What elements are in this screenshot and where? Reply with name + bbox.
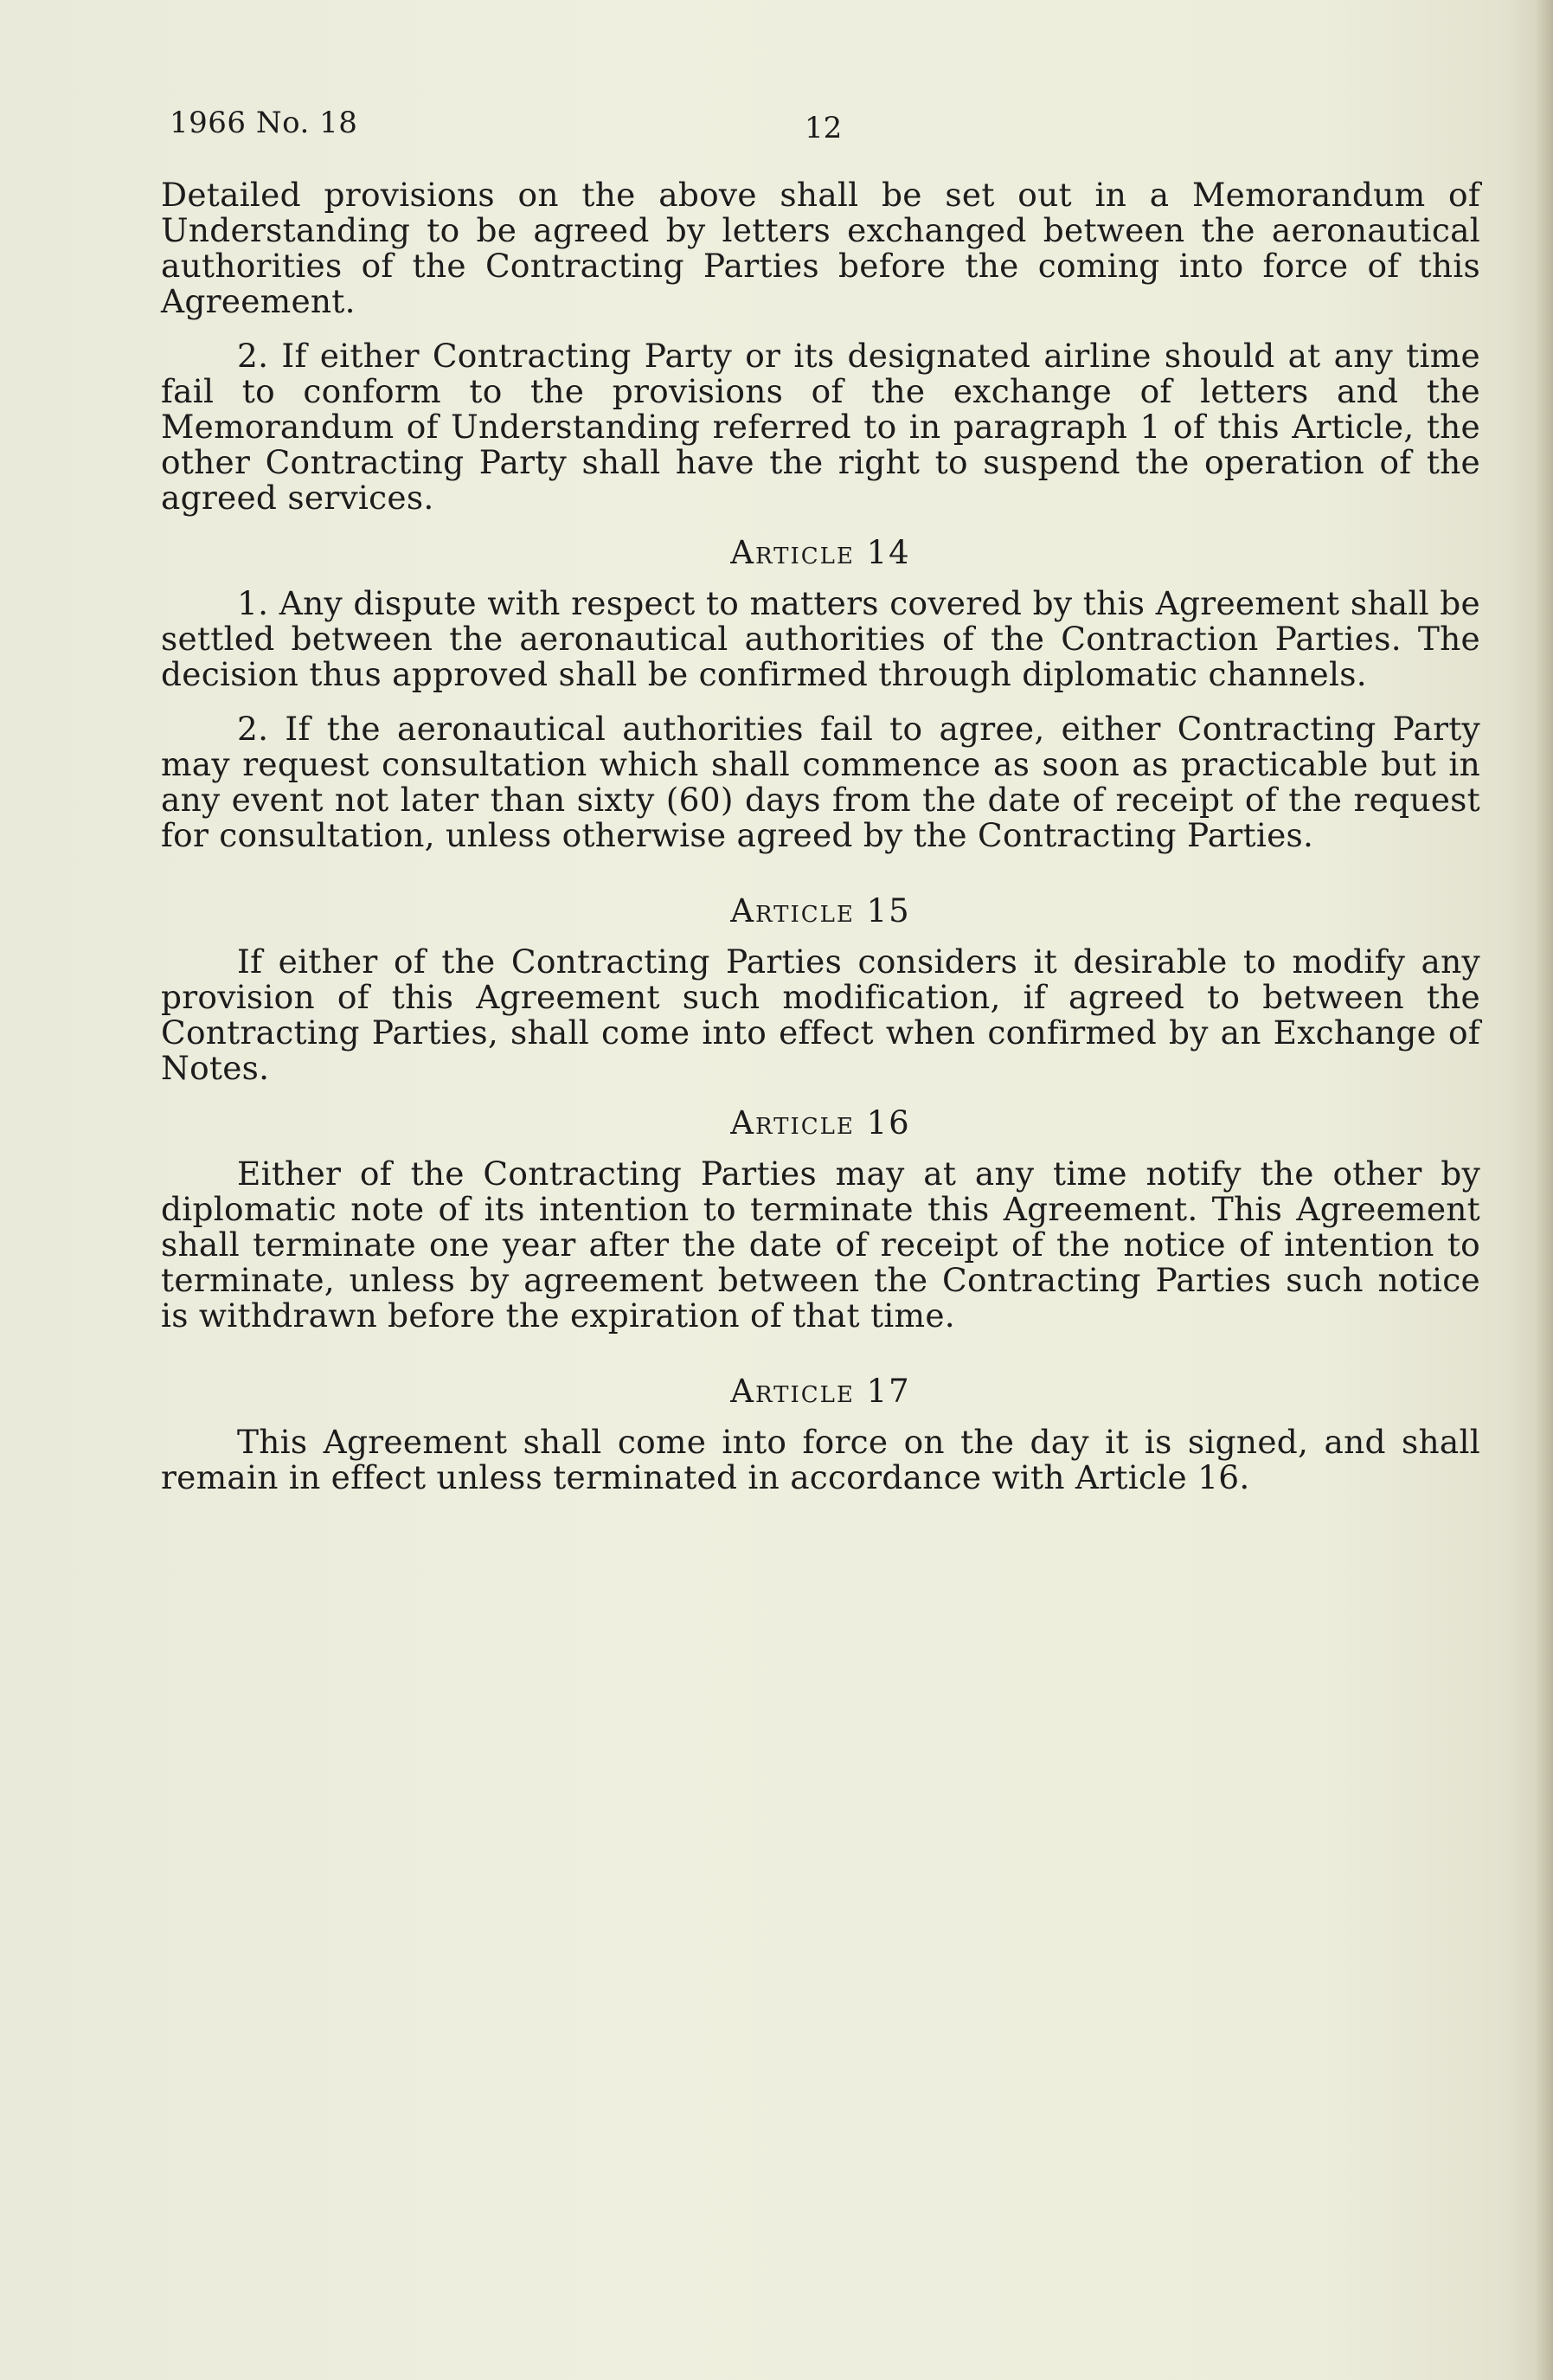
document-body (161, 177, 1480, 1515)
article-14-paragraph-1: 1. Any dispute with respect to matters covered by this Agreement shall be settled between the aeronautical authorities of the Contraction Parties. The decision thus approved shall be confirmed through diplomatic channels. (161, 584, 1480, 693)
article-16-paragraph: Either of the Contracting Parties may at any time notify the other by diplomatic note of its intention to terminate this Agreement. This Agreement shall terminate one year after the date of receipt of the notice of intention to terminate, unless by agreement between the Contracting Parties such notice is withdrawn before the expiration of that time. (161, 1155, 1480, 1335)
paragraph-continuation: Detailed provisions on the above shall be set out in a Memorandum of Understanding to be agreed by letters exchanged between the aeronautical authorities of the Contracting Parties before the coming into force of this Agreement. (161, 176, 1480, 320)
page-edge-shadow (1536, 0, 1553, 2380)
page-number: 12 (805, 111, 843, 145)
article-14-heading: Article 14 (730, 534, 911, 571)
document-reference: 1966 No. 18 (170, 106, 358, 140)
article-15-heading: Article 15 (730, 892, 911, 929)
article-17-heading: Article 17 (730, 1373, 911, 1410)
article-17-paragraph: This Agreement shall come into force on the day it is signed, and shall remain in effect unless terminated in accordance with Article 16. (161, 1423, 1480, 1496)
article-16-heading: Article 16 (730, 1104, 911, 1142)
article-15-paragraph: If either of the Contracting Parties considers it desirable to modify any provision of this Agreement such modification, if agreed to between the Contracting Parties, shall come into effect when confirmed by an Exchange of Notes. (161, 942, 1480, 1087)
article-14-paragraph-2: 2. If the aeronautical authorities fail to agree, either Contracting Party may request consultation which shall commence as soon as practicable but in any event not later than sixty (60) days from the date of receipt of the request for consultation, unless otherwise agreed by the Contracting Parties. (161, 710, 1480, 854)
paragraph-2: 2. If either Contracting Party or its designated airline should at any time fail to conform to the provisions of the exchange of letters and the Memorandum of Understanding referred to in paragraph 1 of this Article, the other Contracting Party shall have the right to suspend the operation of the agreed services. (161, 337, 1480, 517)
